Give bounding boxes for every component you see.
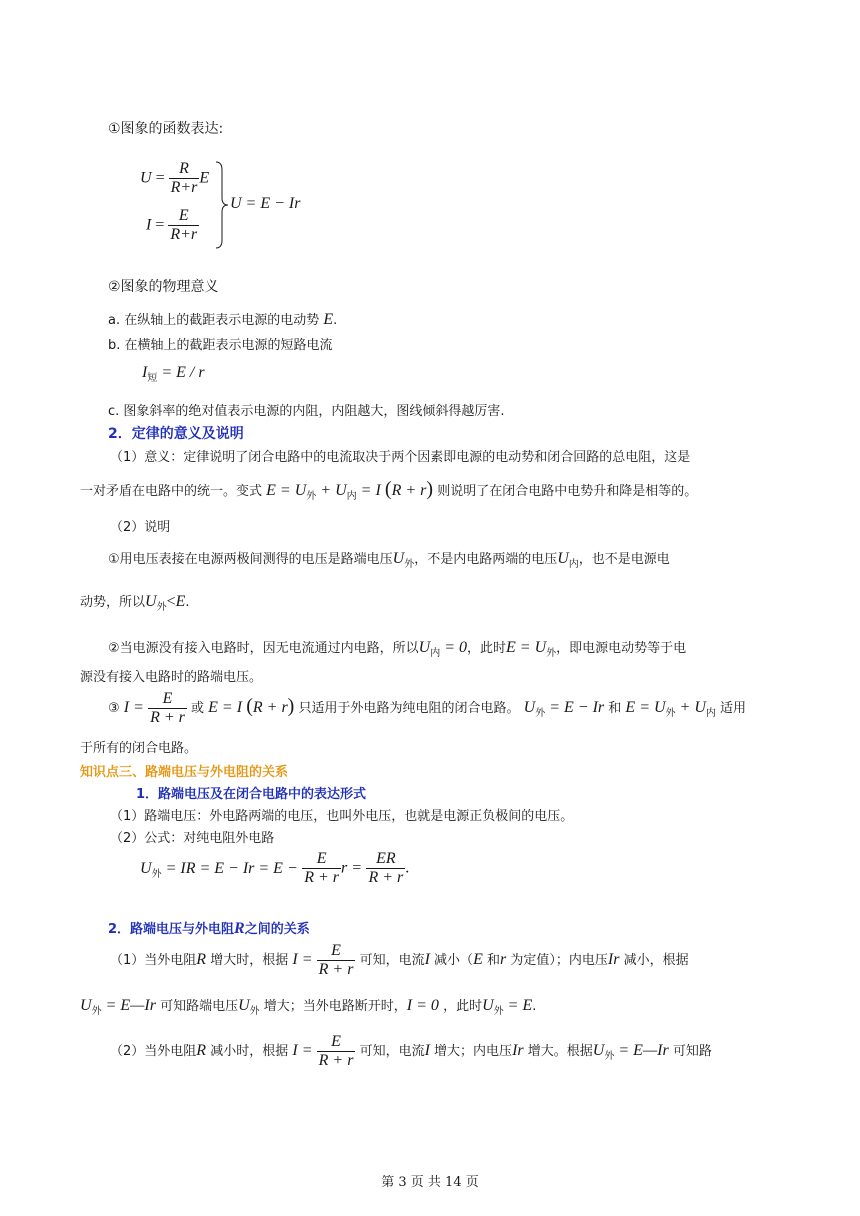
- item-3-line-1: ③ I = $\frac{E}{R + r}$ 或 E = I (R + r) 只适用于外电路为纯电阻的闭合电路。 $U_外 = E - Ir$ 和 $E = U_外 + U_内$ 适用: [108, 690, 747, 726]
- decrease-line-1: （2）当外电阻R 减小时，根据 I = $\frac{E}{R + r}$ 可知，电流I 增大；内电压Ir 增大。根据$U_外$ = E—Ir 可知路: [110, 1033, 712, 1069]
- equation-u-e-minus-ir: U = E − Ir: [230, 195, 301, 212]
- explain-label: （2）说明: [110, 520, 171, 535]
- equation-i-fraction: I = $\frac{E}{R+r}$: [146, 207, 198, 243]
- brace-icon: [214, 160, 230, 250]
- meaning-line-2: 一对矛盾在电路中的统一。变式 $E = U_外 + U_内 = I$ (R + r) 则说明了在闭合电路中电势升和降是相等的。: [80, 478, 698, 502]
- meaning-a: a. 在纵轴上的截距表示电源的电动势 E.: [108, 311, 338, 328]
- meaning-c: c. 图象斜率的绝对值表示电源的内阻，内阻越大，图线倾斜得越厉害.: [108, 404, 505, 419]
- knowledge-3-heading: 知识点三、路端电压与外电阻的关系: [80, 765, 289, 780]
- page-footer: 第 3 页 共 14 页: [381, 1175, 479, 1190]
- p1-title: ①图象的函数表达:: [108, 121, 224, 137]
- p2-title: ②图象的物理意义: [108, 279, 219, 295]
- k3-subheading-1: 1．路端电压及在闭合电路中的表达形式: [136, 787, 367, 802]
- k3-line-1: （1）路端电压：外电路两端的电压，也叫外电压，也就是电源正负极间的电压。: [110, 809, 574, 824]
- item-2-line-1: ②当电源没有接入电路时，因无电流通过内电路，所以$U_内 = 0$，此时$E = U_外$，即电源电动势等于电: [108, 639, 687, 659]
- section-2-heading: 2．定律的意义及说明: [108, 426, 244, 442]
- terminal-voltage-formula: $U_外$ = IR = E − Ir = E − $\frac{E}{R + r}$ r = $\frac{ER}{R + r}$ .: [140, 850, 410, 886]
- item-3-line-2: 于所有的闭合电路。: [80, 741, 198, 756]
- item-2-line-2: 源没有接入电路时的路端电压。: [80, 670, 263, 685]
- meaning-b: b. 在横轴上的截距表示电源的短路电流: [108, 338, 333, 353]
- item-1-line-1: ①用电压表接在电源两极间测得的电压是路端电压$U_外$，不是内电路两端的电压$U_内$，也不是电源电: [108, 550, 670, 570]
- increase-line-1: （1）当外电阻R 增大时，根据 I = $\frac{E}{R + r}$ 可知，电流I 减小（E 和r 为定值）；内电压Ir 减小，根据: [110, 942, 689, 978]
- k3-line-2: （2）公式：对纯电阻外电路: [110, 831, 275, 846]
- short-circuit-formula: $I_短 = E / r$: [142, 364, 205, 384]
- k3-subheading-2: 2．路端电压与外电阻R之间的关系: [108, 920, 310, 937]
- increase-line-2: $U_外$ = E—Ir 可知路端电压$U_外$ 增大；当外电路断开时，I = 0 ，此时$U_外 = E$.: [80, 997, 537, 1017]
- item-1-line-2: 动势，所以$U_外<E$.: [80, 593, 190, 613]
- meaning-line-1: （1）意义：定律说明了闭合电路中的电流取决于两个因素即电源的电动势和闭合回路的总电阻，这是: [110, 450, 691, 465]
- equation-u-fraction: U = $\frac{R}{R+r}$ E: [140, 160, 210, 196]
